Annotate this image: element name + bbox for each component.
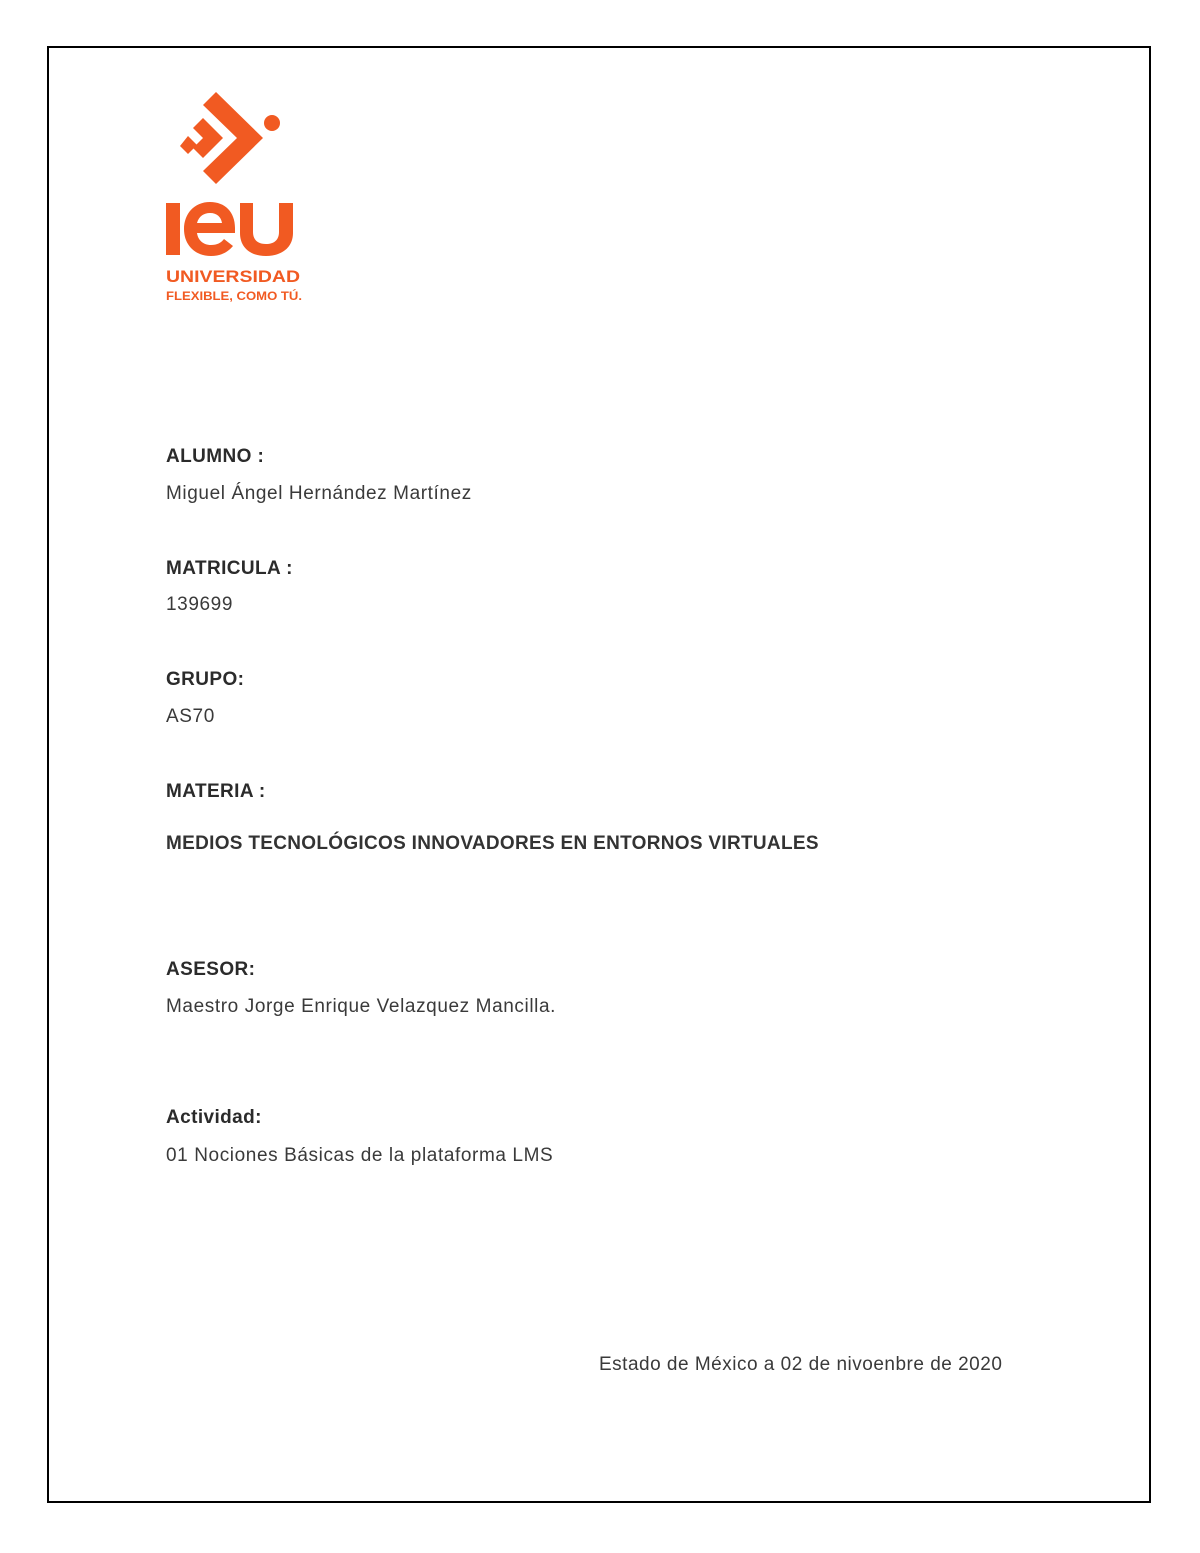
materia-value: MEDIOS TECNOLÓGICOS INNOVADORES EN ENTORNOS VIRTUALES: [166, 833, 819, 854]
actividad-label: Actividad:: [166, 1107, 262, 1128]
matricula-label: MATRICULA :: [166, 558, 293, 579]
asesor-label: ASESOR:: [166, 959, 256, 980]
grupo-label: GRUPO:: [166, 669, 245, 690]
actividad-value: 01 Nociones Básicas de la plataforma LMS: [166, 1145, 554, 1166]
place-date-line: Estado de México a 02 de nivoenbre de 2020: [599, 1354, 1003, 1375]
matricula-value: 139699: [166, 594, 234, 615]
logo-line-tagline: FLEXIBLE, COMO TÚ.: [166, 291, 286, 303]
alumno-value: Miguel Ángel Hernández Martínez: [166, 483, 472, 504]
asesor-value: Maestro Jorge Enrique Velazquez Mancilla.: [166, 996, 557, 1017]
alumno-label: ALUMNO :: [166, 446, 265, 467]
materia-label: MATERIA :: [166, 781, 266, 802]
university-logo: [163, 90, 308, 305]
logo-line-universidad: UNIVERSIDAD: [166, 268, 301, 286]
grupo-value: AS70: [166, 706, 215, 727]
